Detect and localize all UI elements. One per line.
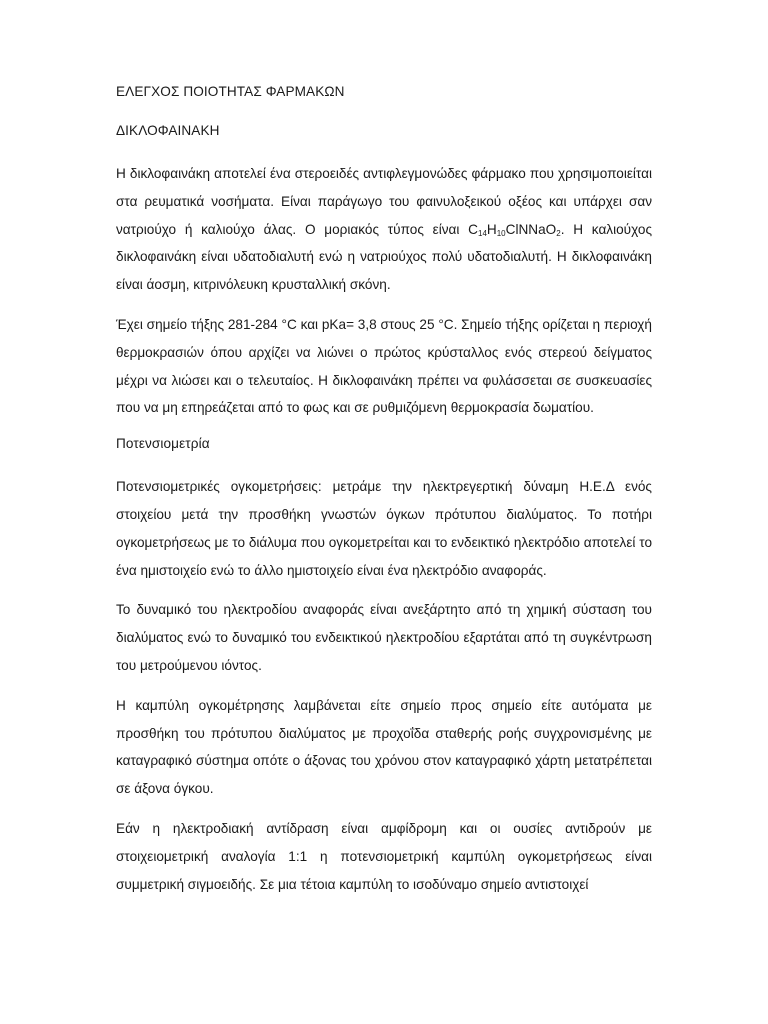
potentiometry-paragraph-1: Ποτενσιομετρικές ογκομετρήσεις: μετράμε την ηλεκτρεγερτική δύναμη Η.Ε.Δ ενός στοιχείου μετά την προσθήκη γνωστών όγκων πρότυπου διαλύματος. Το ποτήρι ογκομετρήσεως με το διάλυμα που ογκομετρείται και το ενδεικτικό ηλεκτρόδιο αποτελεί το ένα ημιστοιχείο ενώ το άλλο ημιστοιχείο είναι ένα ηλεκτρόδιο αναφοράς. <box>116 479 652 578</box>
document-title: ΕΛΕΓΧΟΣ ΠΟΙΟΤΗΤΑΣ ΦΑΡΜΑΚΩΝ <box>116 84 345 99</box>
intro-text-part2: . Η καλιούχος δικλοφαινάκη είναι υδατοδιαλυτή ενώ η νατριούχος πολύ υδατοδιαλυτή. Η δικλοφαινάκη είναι άοσμη, κιτρινόλευκη κρυσταλλική σκόνη. <box>116 221 652 293</box>
potentiometry-paragraph-4: Εάν η ηλεκτροδιακή αντίδραση είναι αμφίδρομη και οι ουσίες αντιδρούν με στοιχειομετρική αναλογία 1:1 η ποτενσιομετρική καμπύλη ογκομετρήσεως είναι συμμετρική σιγμοειδής. Σε μια τέτοια καμπύλη το ισοδύναμο σημείο αντιστοιχεί <box>116 820 652 892</box>
document-subtitle: ΔΙΚΛΟΦΑΙΝΑΚΗ <box>116 123 220 138</box>
formula-h: H <box>486 221 497 237</box>
formula-c-subscript: 14 <box>478 228 487 238</box>
formula-mid: ClNNaO <box>505 221 557 237</box>
formula-c: C <box>468 221 478 237</box>
formula-h-subscript: 10 <box>496 228 506 238</box>
formula-o-subscript: 2 <box>556 228 561 238</box>
potentiometry-paragraph-3: Η καμπύλη ογκομέτρησης λαμβάνεται είτε σημείο προς σημείο είτε αυτόματα με προσθήκη του πρότυπου διαλύματος με προχοΐδα σταθερής ροής συγχρονισμένης με καταγραφικό σύστημα οπότε ο άξονας του χρόνου στον καταγραφικό χάρτη μετατρέπεται σε άξονα όγκου. <box>116 697 652 797</box>
intro-text-part1: Η δικλοφαινάκη αποτελεί ένα στεροειδές αντιφλεγμονώδες φάρμακο που χρησιμοποιείται στα ρευματικά νοσήματα. Είναι παράγωγο του φαινυλοξεικού οξέος και υπάρχει σαν νατριούχο ή καλιούχο άλας. Ο μοριακός τύπος είναι <box>116 166 652 237</box>
intro-paragraph <box>116 160 652 299</box>
melting-point-paragraph: Έχει σημείο τήξης 281-284 °C και pKa= 3,8 στους 25 °C. Σημείο τήξης ορίζεται η περιοχή θερμοκρασιών όπου αρχίζει να λιώνει ο πρώτος κρύσταλλος ενός στερεού δείγματος μέχρι να λιώσει και ο τελευταίος. Η δικλοφαινάκη πρέπει να φυλάσσεται σε συσκευασίες που να μη επηρεάζεται από το φως και σε ρυθμιζόμενη θερμοκρασία δωματίου. <box>116 316 652 416</box>
potentiometry-paragraph-2: Το δυναμικό του ηλεκτροδίου αναφοράς είναι ανεξάρτητο από τη χημική σύσταση του διαλύματος ενώ το δυναμικό του ενδεικτικού ηλεκτροδίου εξαρτάται από τη συγκέντρωση του μετρούμενου ιόντος. <box>116 602 652 673</box>
section-heading-potentiometry: Ποτενσιομετρία <box>116 436 210 452</box>
